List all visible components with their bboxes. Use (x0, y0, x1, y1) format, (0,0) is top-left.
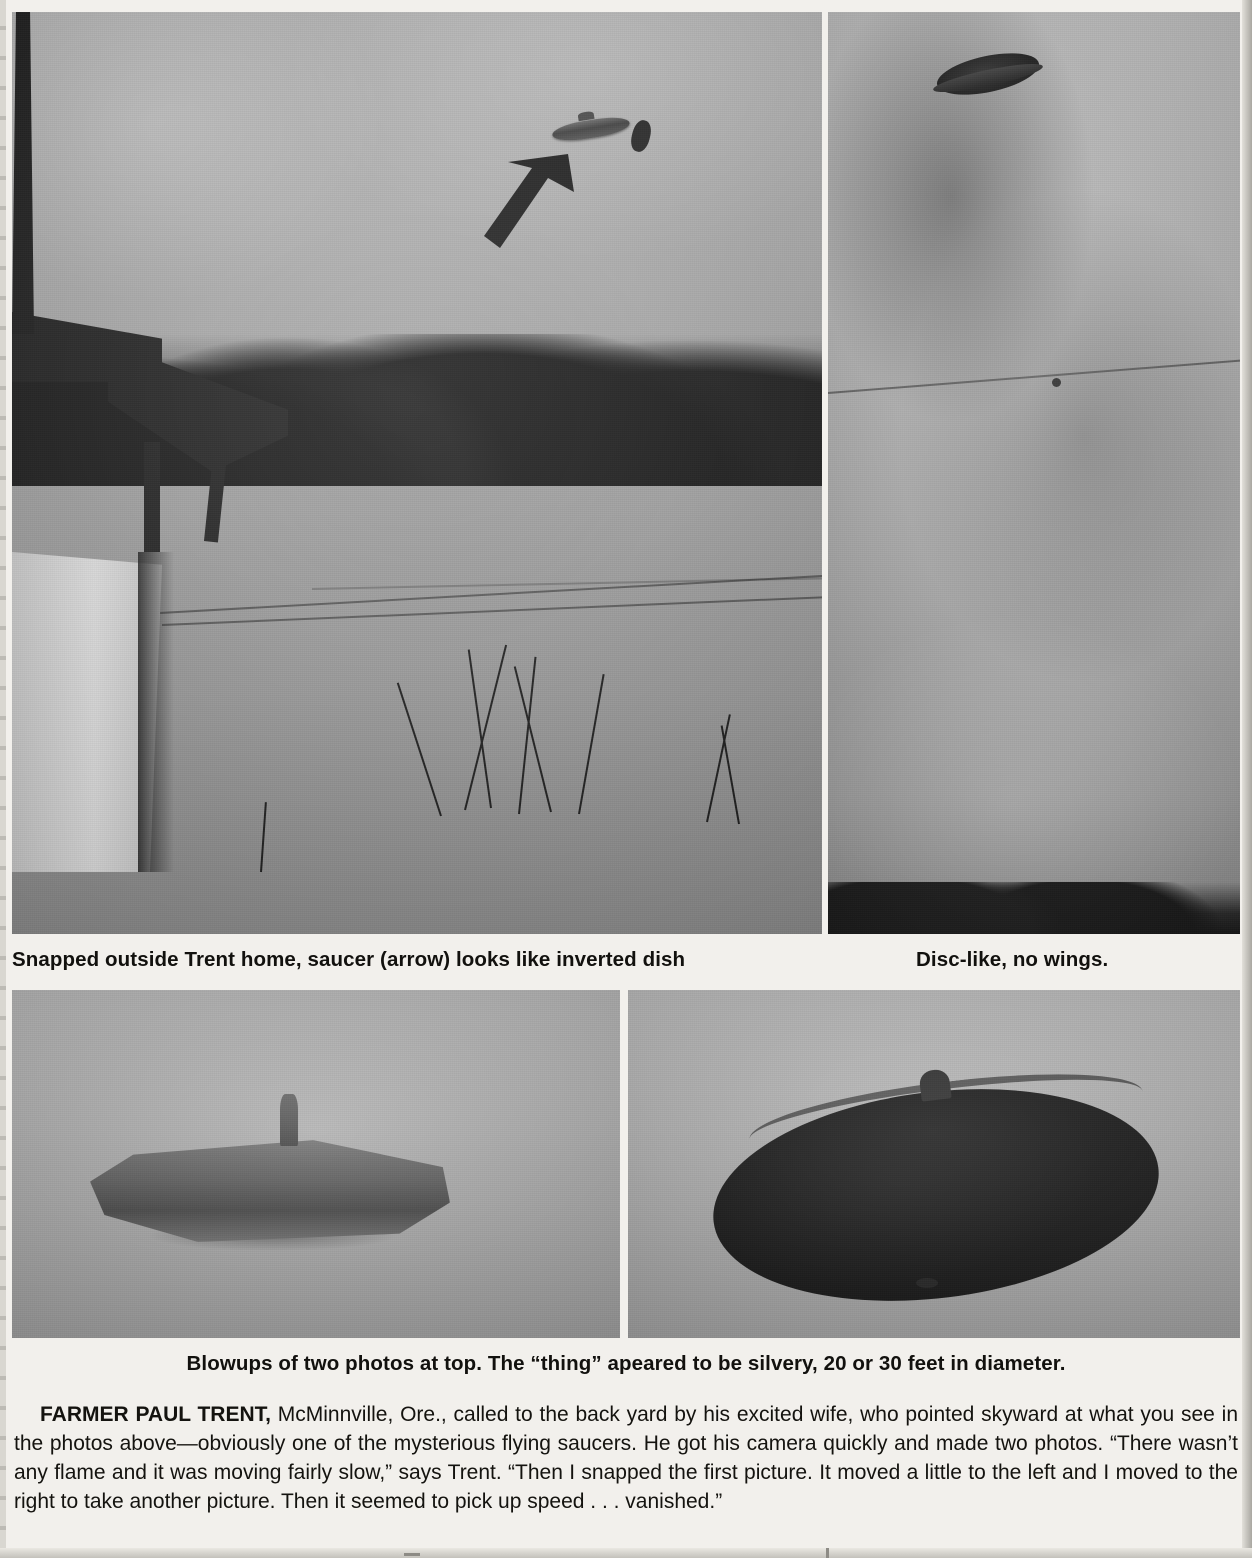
trent-photo-2 (828, 12, 1240, 934)
register-mark (826, 1548, 829, 1558)
arrow-icon (482, 148, 578, 256)
caption-photo-2: Disc-like, no wings. (916, 948, 1109, 971)
sky-texture (828, 12, 1240, 934)
wall-shadow (138, 552, 174, 872)
article-body (14, 1400, 1238, 1516)
saucer-tower (280, 1094, 298, 1146)
trent-photo-1 (12, 12, 822, 934)
roof-support-post (144, 442, 160, 552)
article-lead-in: FARMER PAUL TRENT, (40, 1403, 271, 1426)
clipping-left-edge (0, 0, 6, 1558)
clipping-right-edge (1242, 0, 1252, 1558)
saucer-underside-nub (916, 1278, 938, 1288)
article-text: McMinnville, Ore., called to the back yard by his excited wife, who pointed skyward at what you see in the photos above—obviously one of the mysterious flying saucers. He got his camera quickly and made two photos. “There wasn’t any flame and it was moving fairly slow,” says Trent. “Then I snapped the first picture. It moved a little to the left and I moved to the right to take another picture. Then it seemed to pick up speed . . . vanished.” (14, 1403, 1238, 1513)
blowup-photo-1 (12, 990, 620, 1338)
register-mark (404, 1553, 420, 1556)
tree-line-horizon (828, 882, 1240, 934)
blowup-photo-2 (628, 990, 1240, 1338)
saucer-tower (918, 1068, 951, 1101)
caption-photo-1: Snapped outside Trent home, saucer (arrow) looks like inverted dish (12, 948, 686, 971)
caption-blowups: Blowups of two photos at top. The “thing” apeared to be silvery, 20 or 30 feet in diameter. (186, 1352, 1066, 1375)
clipping-bottom-edge (0, 1548, 1252, 1558)
emulsion-blemish (1052, 378, 1061, 387)
